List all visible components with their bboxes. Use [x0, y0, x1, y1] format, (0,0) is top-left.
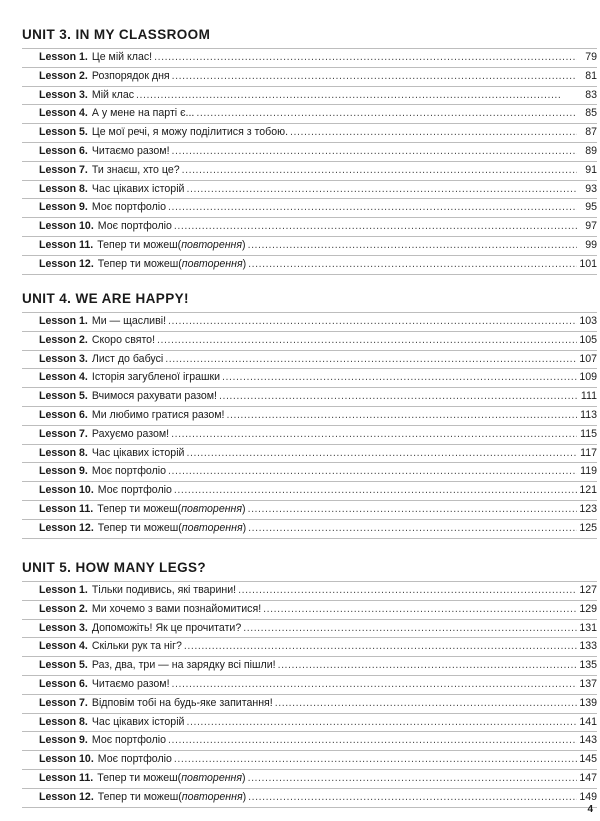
lesson-title: Лист до бабусі	[91, 352, 164, 365]
lesson-title: Моє портфоліо	[91, 734, 167, 747]
lesson-title: Відповім тобі на будь-яке запитання!	[91, 696, 273, 709]
dot-leader	[186, 181, 577, 199]
lesson-page-number: 121	[579, 484, 597, 497]
toc-lesson-row	[22, 351, 597, 370]
lesson-page-number: 79	[585, 51, 597, 63]
toc-lesson-row	[22, 676, 597, 695]
dot-leader	[168, 199, 577, 217]
toc-lesson-row	[22, 714, 597, 733]
lesson-title: Тепер ти можеш	[97, 790, 179, 803]
dot-leader	[243, 620, 577, 638]
lesson-title: Читаємо разом!	[91, 677, 170, 690]
lesson-title: Раз, два, три — на зарядку всі пішли!	[91, 659, 276, 672]
toc-lesson-row	[22, 620, 597, 639]
lesson-page-number: 89	[585, 144, 597, 157]
dot-leader	[248, 789, 577, 807]
lesson-title: Тепер ти можеш	[97, 238, 178, 251]
lesson-title: Час цікавих історій	[91, 715, 185, 728]
lesson-title: Моє портфоліо	[97, 220, 172, 233]
lesson-title: Моє портфоліо	[91, 465, 167, 478]
lesson-page-number: 105	[579, 333, 597, 346]
dot-leader	[172, 143, 577, 161]
dot-leader	[248, 237, 577, 255]
lesson-number: Lesson 3.	[39, 352, 88, 365]
dot-leader	[290, 124, 577, 142]
lesson-page-number: 83	[585, 88, 597, 101]
lesson-page-number: 99	[585, 238, 597, 251]
page-number: 4	[587, 804, 593, 815]
dot-leader	[168, 313, 577, 331]
lesson-title: Тепер ти можеш	[97, 502, 178, 515]
lesson-title: Це мої речі, я можу поділитися з тобою.	[91, 126, 289, 139]
dot-leader	[172, 676, 577, 694]
toc-lesson-row	[22, 770, 597, 789]
lesson-title-note: (повторення)	[178, 257, 247, 270]
lesson-number: Lesson 1.	[39, 315, 88, 327]
lesson-page-number: 137	[579, 677, 597, 690]
dot-leader	[174, 482, 577, 500]
dot-leader	[219, 388, 577, 406]
lesson-number: Lesson 6.	[39, 677, 88, 690]
lesson-note-text: повторення	[181, 257, 243, 270]
lesson-number: Lesson 11.	[39, 771, 94, 784]
lesson-title: Читаємо разом!	[91, 144, 170, 157]
lesson-title: А у мене на парті є...	[91, 107, 195, 120]
lesson-title: Ми хочемо з вами познайомитися!	[91, 602, 262, 615]
lesson-title: Розпорядок дня	[91, 69, 170, 82]
toc-lesson-row	[22, 49, 597, 68]
lesson-note-text: повторення	[181, 502, 243, 515]
lesson-title-note: (повторення)	[178, 790, 247, 803]
lesson-title: Допоможіть! Як це прочитати?	[91, 621, 242, 634]
lesson-number: Lesson 8.	[39, 446, 88, 459]
lesson-page-number: 125	[579, 521, 597, 534]
toc-lesson-row	[22, 657, 597, 676]
lesson-number: Lesson 10.	[39, 220, 94, 233]
lesson-page-number: 129	[579, 602, 597, 615]
dot-leader	[174, 218, 577, 236]
lesson-page-number: 101	[579, 257, 597, 270]
toc-lesson-row	[22, 407, 597, 426]
lesson-page-number: 95	[585, 201, 597, 214]
lesson-page-number: 139	[579, 696, 597, 709]
toc-lesson-row	[22, 143, 597, 162]
lesson-page-number: 135	[579, 659, 597, 672]
lesson-title: Час цікавих історій	[91, 446, 185, 459]
lesson-page-number: 141	[579, 715, 597, 728]
lesson-number: Lesson 10.	[39, 484, 94, 497]
lesson-title: Тепер ти можеш	[97, 257, 179, 270]
toc-lesson-row	[22, 87, 597, 106]
lesson-title: Історія загубленої іграшки	[91, 371, 221, 384]
lesson-page-number: 97	[585, 220, 597, 233]
lesson-title: Ми любимо гратися разом!	[91, 408, 225, 421]
lesson-page-number: 119	[580, 465, 597, 478]
toc-lesson-row	[22, 256, 597, 275]
toc-lesson-row	[22, 638, 597, 657]
lesson-number: Lesson 3.	[39, 621, 88, 634]
lesson-page-number: 117	[580, 446, 597, 459]
lesson-title: Тепер ти можеш	[97, 521, 179, 534]
dot-leader	[174, 751, 577, 769]
lesson-title: Тільки подивись, які тварини!	[91, 584, 237, 596]
dot-leader	[248, 770, 577, 788]
toc-lesson-row	[22, 520, 597, 539]
unit-title: UNIT 5. HOW MANY LEGS?	[22, 560, 207, 575]
lesson-number: Lesson 4.	[39, 107, 88, 120]
unit-section-3	[22, 26, 597, 275]
lesson-number: Lesson 9.	[39, 465, 88, 478]
lesson-page-number: 123	[579, 502, 597, 515]
dot-leader	[157, 332, 577, 350]
lesson-page-number: 103	[579, 315, 597, 327]
lesson-title: Моє портфоліо	[97, 484, 172, 497]
lesson-number: Lesson 8.	[39, 182, 88, 195]
dot-leader	[186, 445, 577, 463]
dot-leader	[275, 695, 577, 713]
dot-leader	[172, 68, 577, 86]
lesson-number: Lesson 11.	[39, 238, 94, 251]
lesson-number: Lesson 2.	[39, 602, 88, 615]
lesson-number: Lesson 11.	[39, 502, 94, 515]
lesson-list	[22, 581, 597, 808]
toc-lesson-row	[22, 482, 597, 501]
lesson-title-note: (повторення)	[177, 771, 246, 784]
lesson-page-number: 85	[585, 107, 597, 120]
dot-leader	[248, 256, 577, 274]
toc-lesson-row	[22, 162, 597, 181]
lesson-number: Lesson 1.	[39, 51, 88, 63]
toc-lesson-row	[22, 105, 597, 124]
lesson-page-number: 91	[585, 163, 597, 176]
lesson-title: Скоро свято!	[91, 333, 156, 346]
lesson-title-note: (повторення)	[177, 238, 246, 251]
toc-lesson-row	[22, 445, 597, 464]
lesson-title: Тепер ти можеш	[97, 771, 178, 784]
lesson-number: Lesson 9.	[39, 734, 88, 747]
lesson-number: Lesson 7.	[39, 163, 88, 176]
lesson-title-note: (повторення)	[177, 502, 246, 515]
lesson-page-number: 133	[579, 640, 597, 653]
toc-lesson-row	[22, 582, 597, 601]
dot-leader	[184, 638, 577, 656]
lesson-page-number: 147	[579, 771, 597, 784]
lesson-note-text: повторення	[181, 521, 243, 534]
dot-leader	[165, 351, 577, 369]
lesson-number: Lesson 6.	[39, 408, 88, 421]
lesson-note-text: повторення	[181, 790, 243, 803]
lesson-number: Lesson 8.	[39, 715, 88, 728]
lesson-list	[22, 48, 597, 275]
toc-lesson-row	[22, 732, 597, 751]
lesson-number: Lesson 7.	[39, 696, 88, 709]
lesson-note-text: повторення	[181, 238, 243, 251]
lesson-page-number: 109	[579, 371, 597, 384]
lesson-title: Ми — щасливі!	[91, 315, 167, 327]
dot-leader	[168, 732, 577, 750]
toc-lesson-row	[22, 68, 597, 87]
dot-leader	[238, 582, 577, 600]
dot-leader	[171, 426, 577, 444]
lesson-title: Мій клас	[91, 88, 135, 101]
toc-lesson-row	[22, 695, 597, 714]
lesson-number: Lesson 10.	[39, 753, 94, 766]
toc-lesson-row	[22, 369, 597, 388]
dot-leader	[168, 463, 577, 481]
lesson-page-number: 81	[585, 69, 597, 82]
lesson-page-number: 131	[579, 621, 597, 634]
lesson-number: Lesson 5.	[39, 659, 88, 672]
lesson-title: Ти знаєш, хто це?	[91, 163, 180, 176]
lesson-number: Lesson 12.	[39, 257, 94, 270]
lesson-number: Lesson 2.	[39, 333, 88, 346]
dot-leader	[196, 105, 577, 123]
dot-leader	[154, 49, 577, 67]
toc-lesson-row	[22, 313, 597, 332]
lesson-title: Рахуємо разом!	[91, 427, 170, 440]
toc-lesson-row	[22, 789, 597, 808]
lesson-number: Lesson 6.	[39, 144, 88, 157]
dot-leader	[186, 714, 577, 732]
lesson-page-number: 93	[585, 182, 597, 195]
toc-lesson-row	[22, 501, 597, 520]
lesson-number: Lesson 2.	[39, 69, 88, 82]
toc-lesson-row	[22, 463, 597, 482]
lesson-page-number: 113	[580, 408, 597, 421]
unit-title: UNIT 4. WE ARE HAPPY!	[22, 291, 189, 306]
dot-leader	[278, 657, 577, 675]
lesson-title: Вчимося рахувати разом!	[91, 390, 217, 403]
toc-lesson-row	[22, 237, 597, 256]
dot-leader	[263, 601, 577, 619]
lesson-page-number: 127	[579, 584, 597, 596]
toc-lesson-row	[22, 124, 597, 143]
toc-lesson-row	[22, 426, 597, 445]
toc-lesson-row	[22, 332, 597, 351]
toc-lesson-row	[22, 601, 597, 620]
lesson-number: Lesson 7.	[39, 427, 88, 440]
dot-leader	[248, 520, 577, 538]
dot-leader	[222, 369, 577, 387]
lesson-page-number: 143	[579, 734, 597, 747]
lesson-number: Lesson 4.	[39, 640, 88, 653]
lesson-title-note: (повторення)	[178, 521, 247, 534]
lesson-page-number: 115	[580, 427, 597, 440]
lesson-title: Скільки рук та ніг?	[91, 640, 182, 653]
lesson-number: Lesson 12.	[39, 790, 94, 803]
lesson-title: Це мій клас!	[91, 51, 153, 63]
dot-leader	[182, 162, 577, 180]
lesson-title: Моє портфоліо	[91, 201, 167, 214]
lesson-number: Lesson 3.	[39, 88, 88, 101]
lesson-page-number: 149	[579, 790, 597, 803]
lesson-list	[22, 312, 597, 539]
dot-leader	[248, 501, 577, 519]
toc-lesson-row	[22, 218, 597, 237]
toc-lesson-row	[22, 181, 597, 200]
lesson-page-number: 107	[579, 352, 597, 365]
unit-section-4	[22, 290, 597, 539]
unit-title: UNIT 3. IN MY CLASSROOM	[22, 27, 211, 42]
lesson-note-text: повторення	[181, 771, 243, 784]
lesson-page-number: 111	[580, 390, 597, 403]
toc-lesson-row	[22, 199, 597, 218]
dot-leader	[136, 87, 577, 105]
toc-lesson-row	[22, 751, 597, 770]
lesson-page-number: 145	[579, 753, 597, 766]
lesson-number: Lesson 12.	[39, 521, 94, 534]
lesson-title: Моє портфоліо	[97, 753, 172, 766]
lesson-number: Lesson 5.	[39, 390, 88, 403]
toc-lesson-row	[22, 388, 597, 407]
lesson-number: Lesson 1.	[39, 584, 88, 596]
lesson-number: Lesson 9.	[39, 201, 88, 214]
lesson-page-number: 87	[585, 126, 597, 139]
lesson-number: Lesson 5.	[39, 126, 88, 139]
unit-section-5	[22, 559, 597, 808]
lesson-number: Lesson 4.	[39, 371, 88, 384]
lesson-title: Час цікавих історій	[91, 182, 185, 195]
dot-leader	[226, 407, 577, 425]
